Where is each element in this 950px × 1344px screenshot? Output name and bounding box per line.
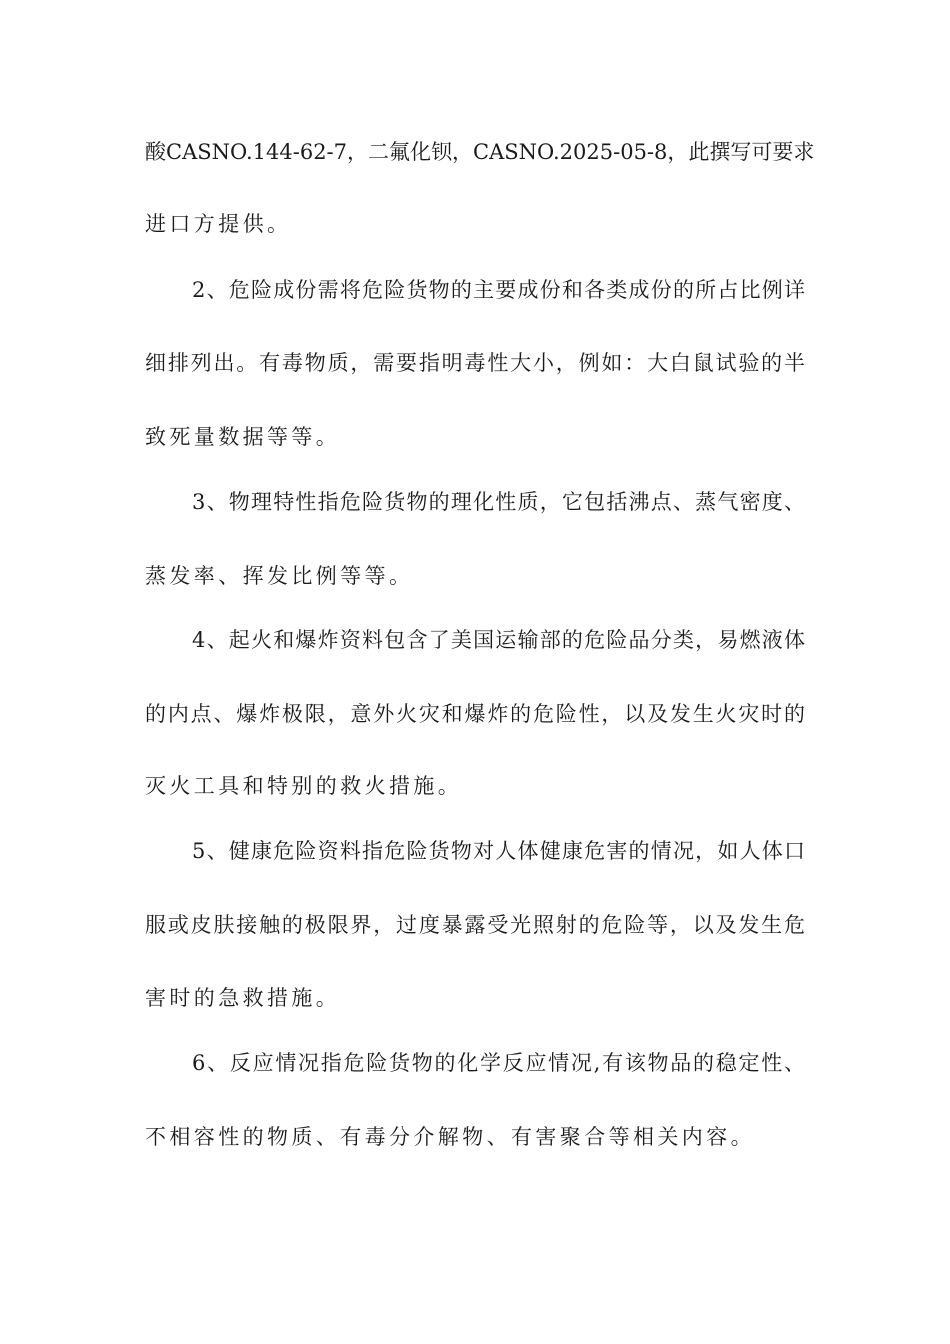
paragraph-start-line: 2、危险成份需将危险货物的主要成份和各类成份的所占比例详 — [192, 278, 805, 302]
paragraph-start-line: 4、起火和爆炸资料包含了美国运输部的危险品分类，易燃液体 — [192, 628, 805, 652]
text-line: 的内点、爆炸极限，意外火灾和爆炸的危险性，以及发生火灾时的 — [145, 702, 805, 726]
text-line: 致死量数据等等。 — [145, 425, 341, 449]
text-line: 灭火工具和特别的救火措施。 — [145, 774, 463, 798]
paragraph-start-line: 6、反应情况指危险货物的化学反应情况,有该物品的稳定性、 — [192, 1051, 805, 1075]
text-line: 进口方提供。 — [145, 212, 292, 236]
text-line: 害时的急救措施。 — [145, 986, 341, 1010]
text-line: 蒸发率、挥发比例等等。 — [145, 564, 414, 588]
text-line: 细排列出。有毒物质，需要指明毒性大小，例如：大白鼠试验的半 — [145, 351, 805, 375]
paragraph-start-line: 5、健康危险资料指危险货物对人体健康危害的情况，如人体口 — [192, 839, 805, 863]
text-line: 服或皮肤接触的极限界，过度暴露受光照射的危险等，以及发生危 — [145, 913, 805, 937]
paragraph-start-line: 3、物理特性指危险货物的理化性质，它包括沸点、蒸气密度、 — [192, 490, 805, 514]
text-line: 不相容性的物质、有毒分介解物、有害聚合等相关内容。 — [145, 1125, 755, 1149]
text-line: 酸CASNO.144-62-7，二氟化钡，CASNO.2025-05-8，此撰写可要求 — [145, 140, 815, 164]
